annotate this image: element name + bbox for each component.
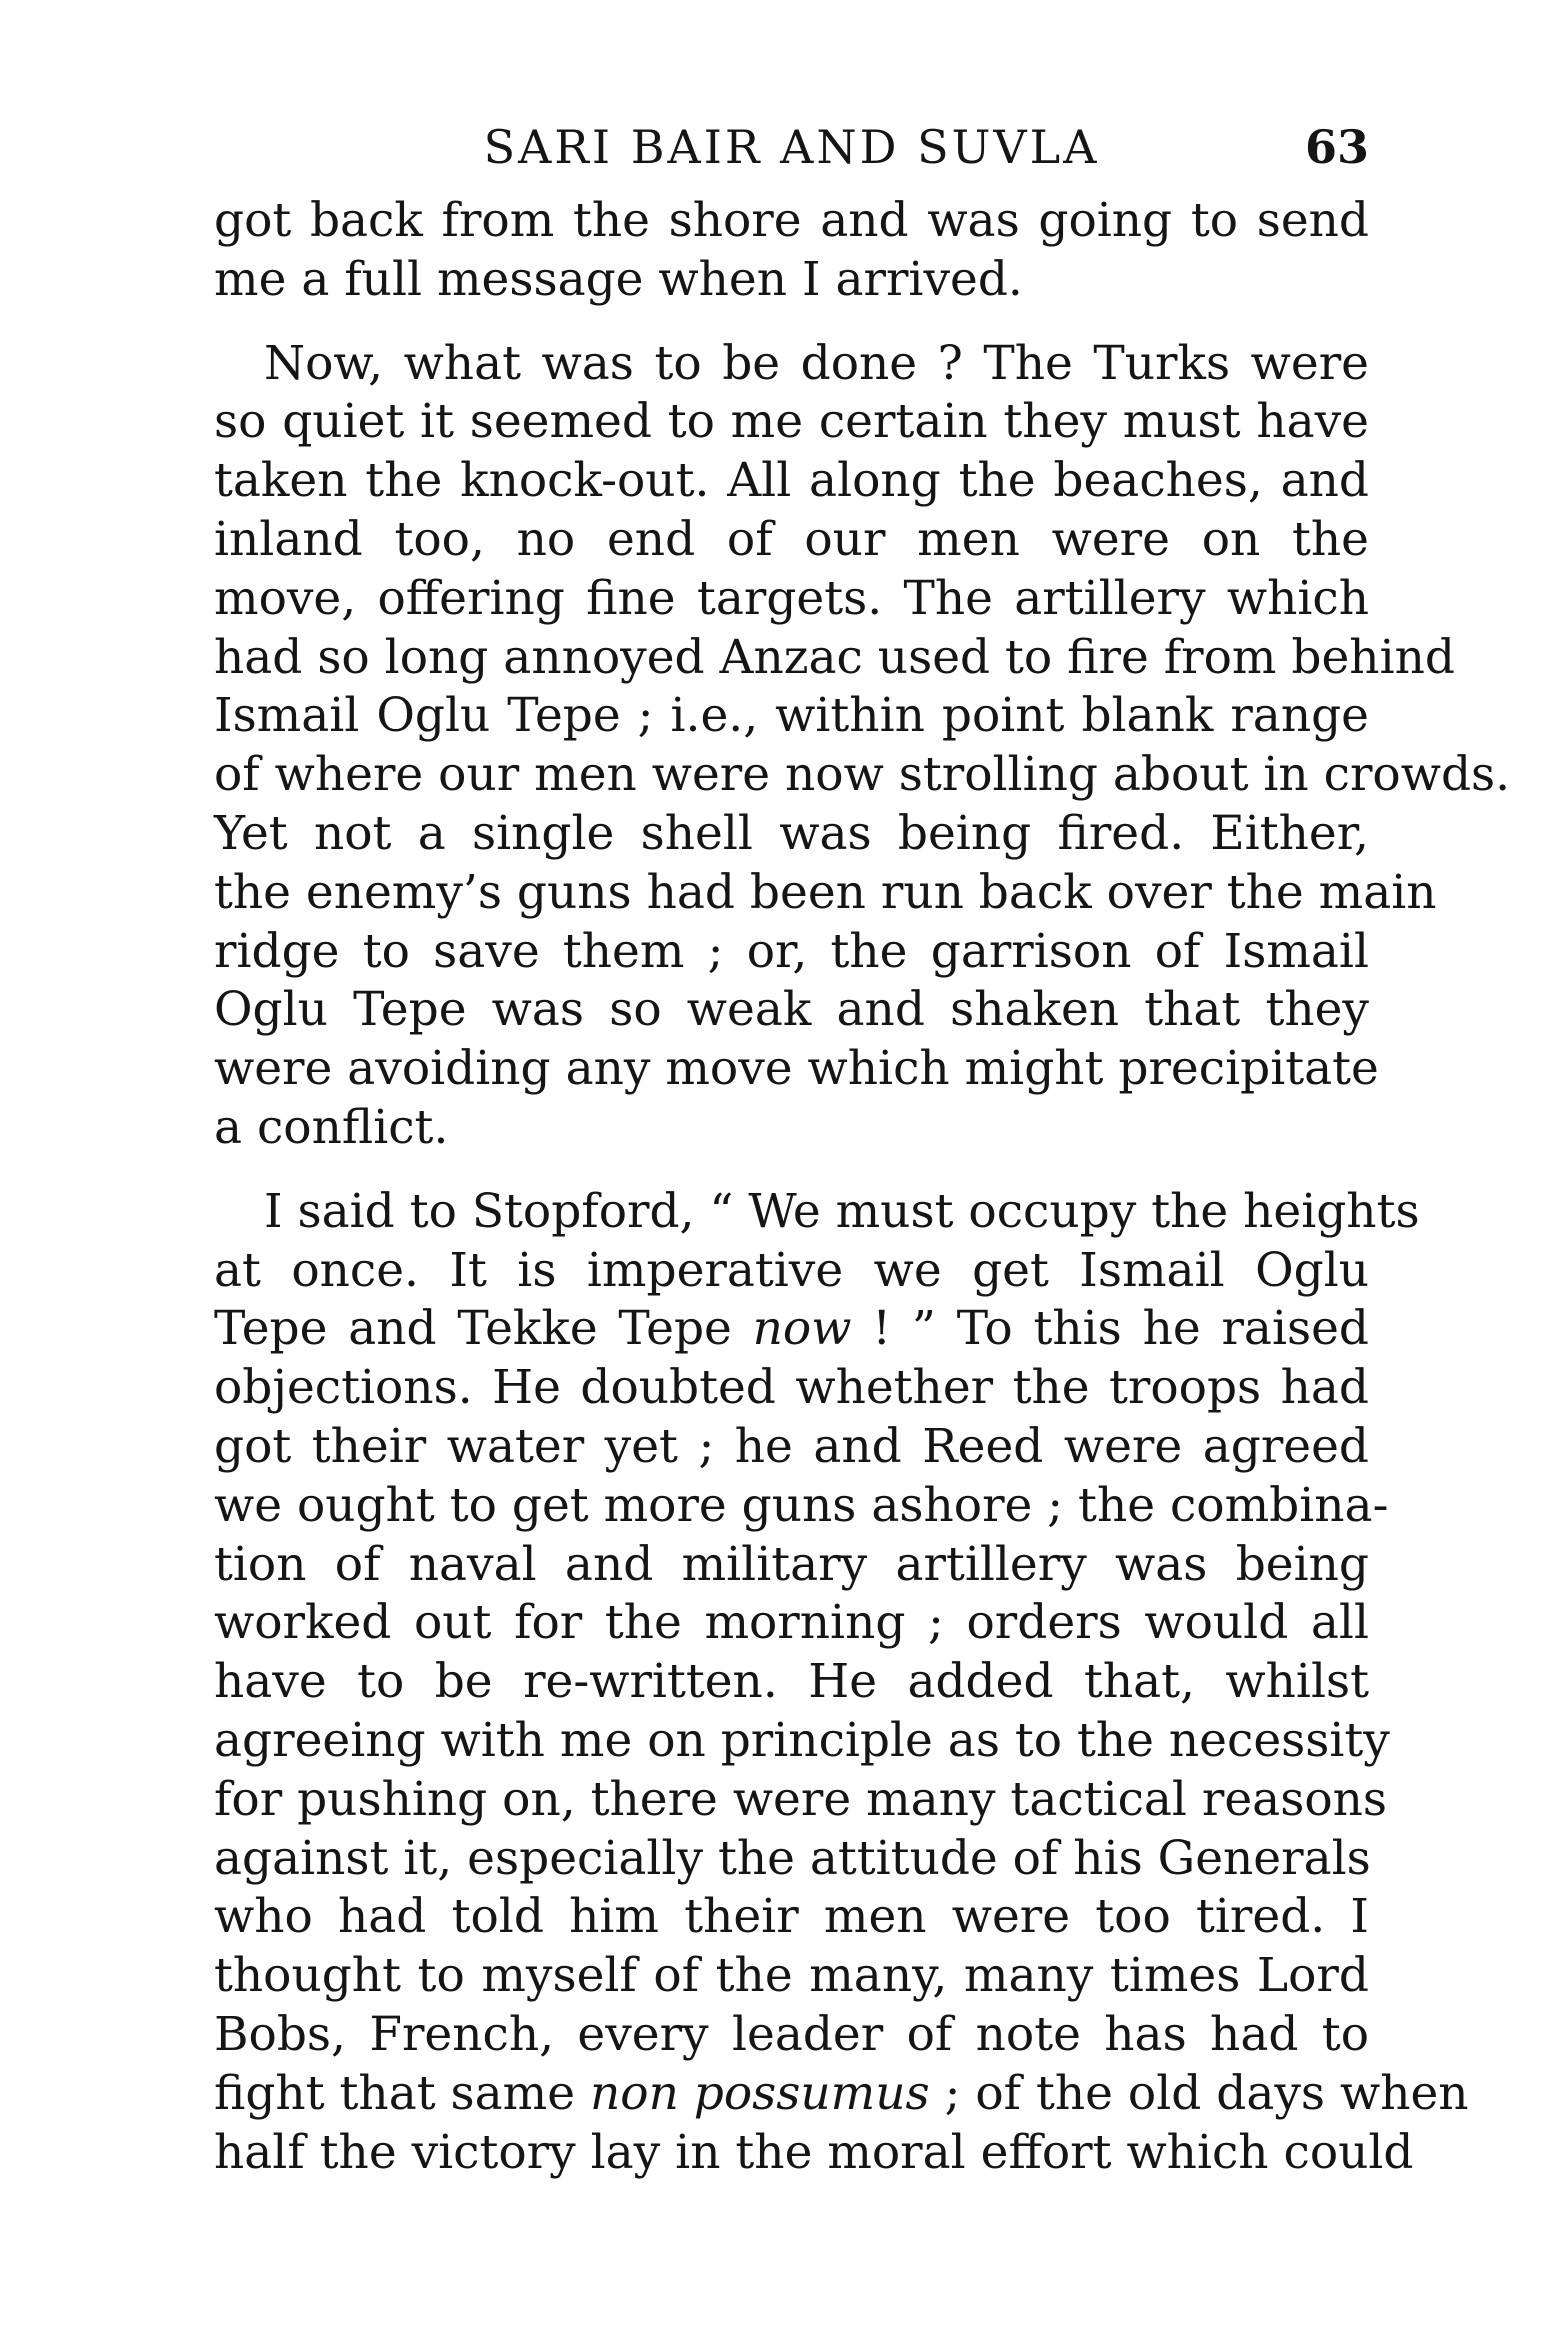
text-line: ridge to save them ; or, the garrison of Ismail bbox=[214, 923, 1369, 979]
text-segment: fight that same bbox=[214, 2065, 590, 2121]
text-line-with-italic bbox=[214, 1300, 1369, 1359]
text-line: have to be re-written. He added that, whilst bbox=[214, 1654, 1369, 1710]
text-line: I said to Stopford, “ We must occupy the heights bbox=[264, 1183, 1420, 1239]
text-line: Now, what was to be done ? The Turks were bbox=[264, 335, 1369, 391]
paragraph-3 bbox=[214, 1183, 1469, 2183]
text-line: Yet not a single shell was being fired. Either, bbox=[214, 805, 1369, 861]
text-line: who had told him their men were too tired. I bbox=[214, 1889, 1369, 1945]
paragraph-2 bbox=[214, 335, 1511, 1158]
running-title: SARI BAIR AND SUVLA bbox=[483, 120, 1100, 174]
italic-phrase-non-possumus: non possumus bbox=[590, 2065, 930, 2121]
text-line: Bobs, French, every leader of note has had to bbox=[214, 2006, 1369, 2062]
text-line: taken the knock-out. All along the beaches, and bbox=[214, 453, 1369, 509]
text-line: of where our men were now strolling about in crowds. bbox=[214, 747, 1511, 803]
text-line: at once. It is imperative we get Ismail Oglu bbox=[214, 1242, 1369, 1298]
text-line: agreeing with me on principle as to the necessity bbox=[214, 1712, 1390, 1768]
text-line: against it, especially the attitude of his Generals bbox=[214, 1830, 1371, 1886]
running-head bbox=[214, 112, 1369, 182]
text-line: for pushing on, there were many tactical reasons bbox=[214, 1771, 1388, 1827]
text-segment: Tepe and Tekke Tepe bbox=[214, 1301, 753, 1357]
text-line: the enemy’s guns had been run back over the main bbox=[214, 864, 1437, 920]
text-line: tion of naval and military artillery was being bbox=[214, 1536, 1369, 1592]
text-line: me a full message when I arrived. bbox=[214, 251, 1023, 307]
text-line: worked out for the morning ; orders would all bbox=[214, 1595, 1369, 1651]
text-line: were avoiding any move which might precipitate bbox=[214, 1041, 1379, 1097]
text-line: got their water yet ; he and Reed were agreed bbox=[214, 1418, 1369, 1474]
italic-phrase-now: now bbox=[752, 1301, 852, 1357]
text-line: got back from the shore and was going to send bbox=[214, 193, 1369, 248]
text-line-with-italic bbox=[214, 2065, 1469, 2124]
text-line: we ought to get more guns ashore ; the combina- bbox=[214, 1477, 1389, 1533]
text-line: had so long annoyed Anzac used to fire from behind bbox=[214, 629, 1455, 685]
body-text bbox=[214, 192, 1511, 2182]
text-line: Oglu Tepe was so weak and shaken that they bbox=[214, 982, 1369, 1038]
text-line: so quiet it seemed to me certain they must have bbox=[214, 394, 1369, 450]
paragraph-1 bbox=[214, 192, 1369, 310]
text-line: thought to myself of the many, many times Lord bbox=[214, 1948, 1369, 2004]
page-number: 63 bbox=[1304, 120, 1369, 174]
text-line: objections. He doubted whether the troops had bbox=[214, 1360, 1369, 1416]
text-line: Ismail Oglu Tepe ; i.e., within point blank range bbox=[214, 688, 1369, 744]
text-line: move, offering fine targets. The artillery which bbox=[214, 570, 1369, 626]
text-segment: ; of the old days when bbox=[929, 2065, 1469, 2121]
text-line: half the victory lay in the moral effort which could bbox=[214, 2124, 1414, 2180]
text-line: a conflict. bbox=[214, 1099, 449, 1155]
text-segment: ! ” To this he raised bbox=[851, 1301, 1369, 1357]
text-line: inland too, no end of our men were on the bbox=[214, 511, 1369, 567]
